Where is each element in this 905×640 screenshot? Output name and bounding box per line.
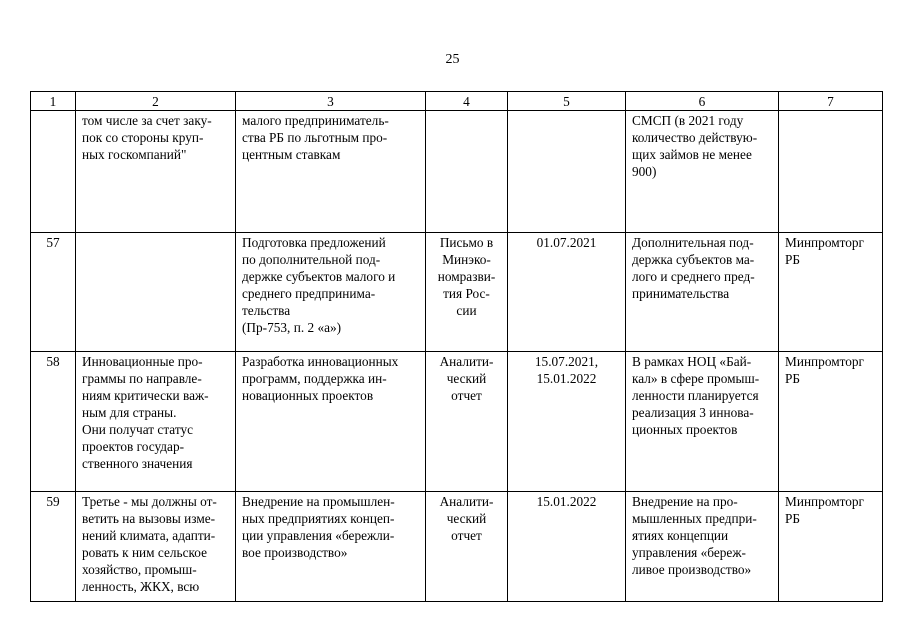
- responsible-cell: [779, 492, 883, 602]
- table-row: [31, 233, 883, 352]
- cell-line: программ, поддержка ин-: [242, 371, 387, 386]
- cell-line: ветить на вызовы изме-: [82, 511, 216, 526]
- result-cell: [626, 492, 779, 602]
- measure-cell: [76, 492, 236, 602]
- cell-line: среднего предпринима-: [242, 286, 376, 301]
- deadline-cell: [508, 492, 626, 602]
- cell-line: малого предприниматель-: [242, 113, 389, 128]
- measure-cell: [76, 233, 236, 352]
- cell-line: вое производство»: [242, 545, 348, 560]
- cell-line: новационных проектов: [242, 388, 374, 403]
- result-cell: [626, 233, 779, 352]
- cell-line: ства РБ по льготным про-: [242, 130, 388, 145]
- cell-line: Минпромторг: [785, 354, 865, 369]
- cell-line: проектов государ-: [82, 439, 185, 454]
- deadline-cell: [508, 233, 626, 352]
- cell-line: ции управления «бережли-: [242, 528, 395, 543]
- cell-line: ливое производство»: [632, 562, 752, 577]
- cell-line: В рамках НОЦ «Бай-: [632, 354, 752, 369]
- cell-line: управления «береж-: [632, 545, 746, 560]
- table-row: [31, 492, 883, 602]
- action-cell: [236, 233, 426, 352]
- table-header-row: [31, 92, 883, 111]
- page-number: 25: [445, 52, 460, 67]
- cell-line: держке субъектов малого и: [242, 269, 396, 284]
- measure-cell: [76, 352, 236, 492]
- cell-line: по дополнительной под-: [242, 252, 381, 267]
- deadline-cell: [508, 352, 626, 492]
- measures-table: [30, 91, 883, 602]
- table-row: [31, 352, 883, 492]
- deadline-cell: [508, 111, 626, 233]
- document-type-cell: [426, 352, 508, 492]
- cell-line: 15.01.2022: [536, 494, 597, 509]
- cell-line: (Пр-753, п. 2 «а»): [242, 320, 342, 335]
- document-type-cell: [426, 111, 508, 233]
- cell-line: Минэко-: [442, 252, 491, 267]
- cell-line: СМСП (в 2021 году: [632, 113, 744, 128]
- cell-line: Внедрение на промышлен-: [242, 494, 395, 509]
- row-number-cell: [31, 111, 76, 233]
- column-header: 3: [236, 92, 426, 111]
- cell-line: центным ставкам: [242, 147, 341, 162]
- cell-line: Дополнительная под-: [632, 235, 754, 250]
- cell-line: граммы по направле-: [82, 371, 202, 386]
- cell-line: ных госкомпаний": [82, 147, 187, 162]
- cell-line: ленности планируется: [632, 388, 759, 403]
- cell-line: ческий: [446, 511, 487, 526]
- cell-line: 900): [632, 164, 657, 179]
- cell-line: кал» в сфере промыш-: [632, 371, 760, 386]
- cell-line: Аналити-: [439, 494, 494, 509]
- cell-line: ственного значения: [82, 456, 193, 471]
- cell-line: пок со стороны круп-: [82, 130, 204, 145]
- cell-line: том числе за счет заку-: [82, 113, 212, 128]
- cell-line: держка субъектов ма-: [632, 252, 755, 267]
- action-cell: [236, 492, 426, 602]
- cell-line: ленность, ЖКХ, всю: [82, 579, 200, 594]
- cell-line: ниям критически важ-: [82, 388, 209, 403]
- cell-line: РБ: [785, 511, 801, 526]
- cell-line: ционных проектов: [632, 422, 738, 437]
- cell-line: ческий: [446, 371, 487, 386]
- document-type-cell: [426, 492, 508, 602]
- cell-line: отчет: [451, 528, 482, 543]
- responsible-cell: [779, 352, 883, 492]
- cell-line: ятиях концепции: [632, 528, 729, 543]
- column-header: 7: [779, 92, 883, 111]
- cell-line: 01.07.2021: [536, 235, 597, 250]
- document-type-cell: [426, 233, 508, 352]
- cell-line: количество действую-: [632, 130, 758, 145]
- responsible-cell: [779, 111, 883, 233]
- cell-line: Аналити-: [439, 354, 494, 369]
- cell-line: тельства: [242, 303, 291, 318]
- column-header: 5: [508, 92, 626, 111]
- cell-line: Минпромторг: [785, 235, 865, 250]
- cell-line: ных предприятиях концеп-: [242, 511, 395, 526]
- cell-line: мышленных предпри-: [632, 511, 757, 526]
- cell-line: Разработка инновационных: [242, 354, 399, 369]
- cell-line: 15.07.2021,: [534, 354, 599, 369]
- cell-line: Инновационные про-: [82, 354, 203, 369]
- cell-line: Письмо в: [439, 235, 494, 250]
- cell-line: реализация 3 иннова-: [632, 405, 754, 420]
- cell-line: Внедрение на про-: [632, 494, 738, 509]
- cell-line: сии: [456, 303, 477, 318]
- table-row: [31, 111, 883, 233]
- row-number-cell: 58: [31, 352, 76, 492]
- column-header: 4: [426, 92, 508, 111]
- cell-line: РБ: [785, 252, 801, 267]
- cell-line: Они получат статус: [82, 422, 194, 437]
- column-header: 6: [626, 92, 779, 111]
- cell-line: нений климата, адапти-: [82, 528, 216, 543]
- row-number-cell: 57: [31, 233, 76, 352]
- action-cell: [236, 111, 426, 233]
- result-cell: [626, 111, 779, 233]
- cell-line: Третье - мы должны от-: [82, 494, 217, 509]
- responsible-cell: [779, 233, 883, 352]
- row-number-cell: 59: [31, 492, 76, 602]
- action-cell: [236, 352, 426, 492]
- cell-line: Минпромторг: [785, 494, 865, 509]
- cell-line: хозяйство, промыш-: [82, 562, 197, 577]
- cell-line: ным для страны.: [82, 405, 177, 420]
- cell-line: тия Рос-: [443, 286, 490, 301]
- result-cell: [626, 352, 779, 492]
- cell-line: Подготовка предложений: [242, 235, 386, 250]
- cell-line: ровать к ним сельское: [82, 545, 207, 560]
- measure-cell: [76, 111, 236, 233]
- cell-line: щих займов не менее: [632, 147, 752, 162]
- cell-line: отчет: [451, 388, 482, 403]
- column-header: 1: [31, 92, 76, 111]
- cell-line: 15.01.2022: [536, 371, 597, 386]
- cell-line: номразви-: [437, 269, 496, 284]
- column-header: 2: [76, 92, 236, 111]
- cell-line: лого и среднего пред-: [632, 269, 755, 284]
- cell-line: РБ: [785, 371, 801, 386]
- cell-line: принимательства: [632, 286, 730, 301]
